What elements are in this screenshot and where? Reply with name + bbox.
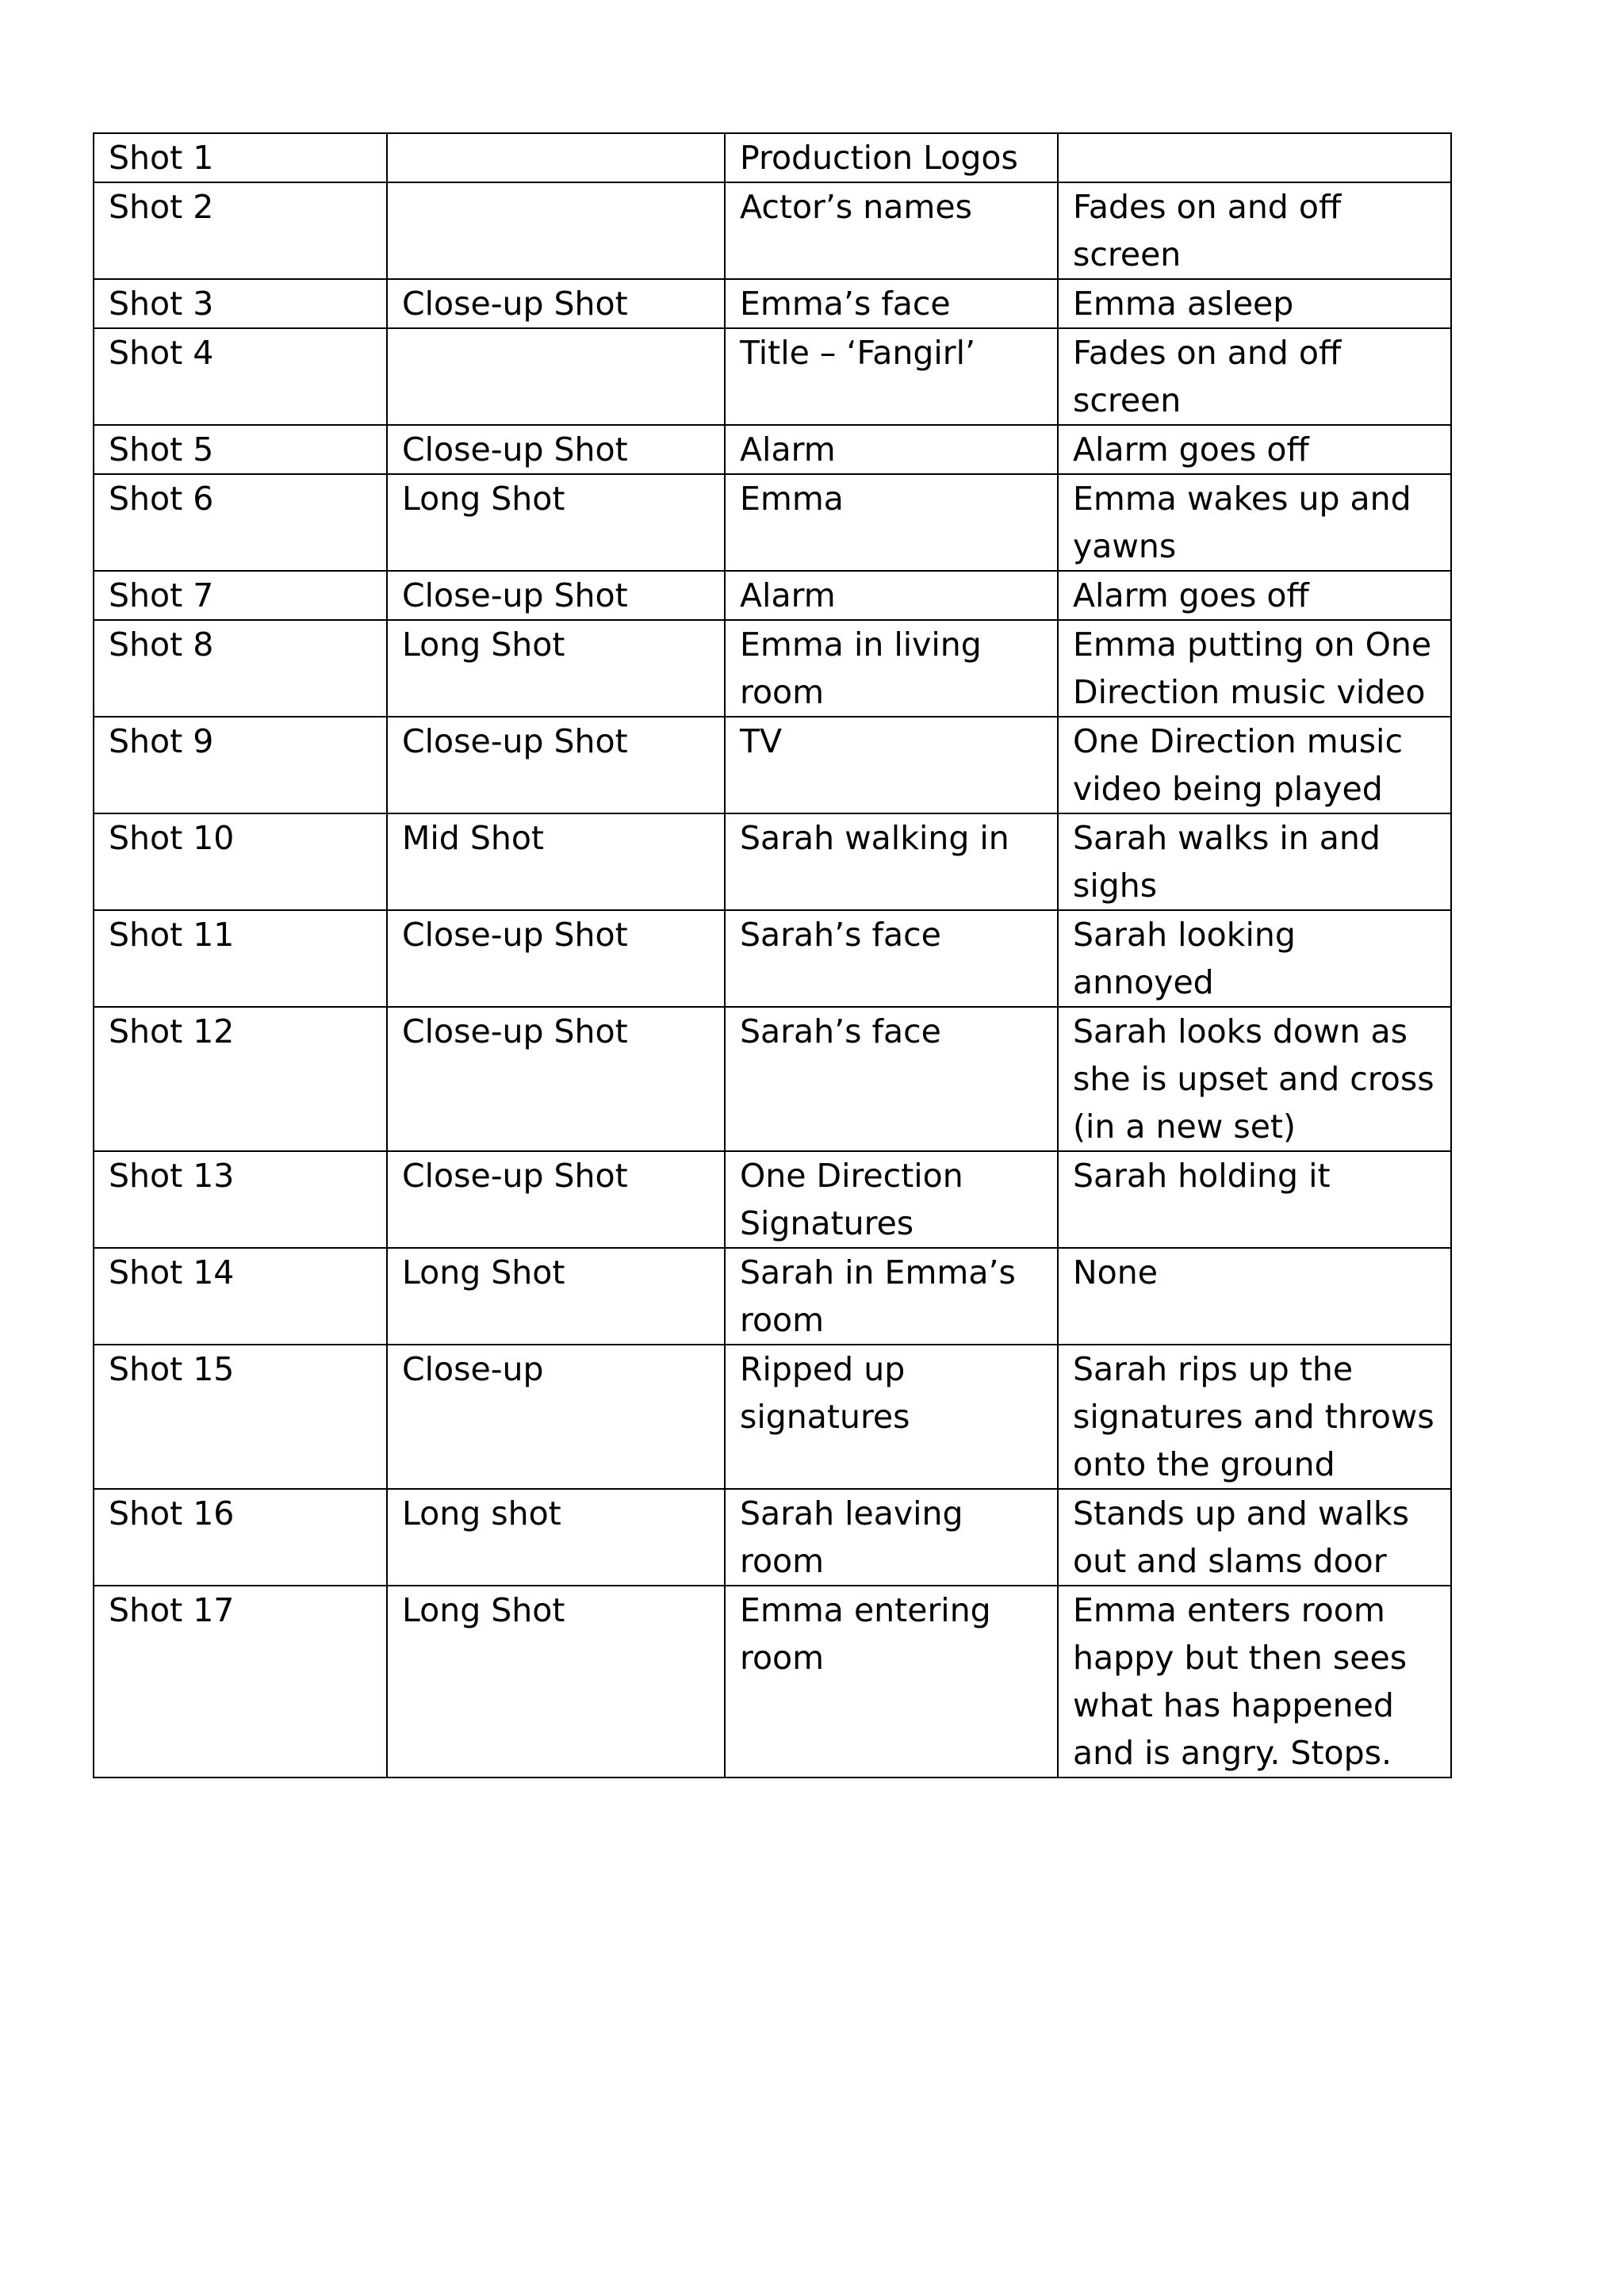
table-row: [94, 910, 1451, 1007]
shot-type-cell: [387, 133, 725, 182]
shot-number-cell: Shot 1: [94, 133, 387, 182]
shot-type-cell: Mid Shot: [387, 813, 725, 910]
table-row: [94, 182, 1451, 279]
shot-number-cell: Shot 4: [94, 328, 387, 425]
table-row: [94, 717, 1451, 813]
shot-type-cell: Long Shot: [387, 620, 725, 717]
shot-number-cell: Shot 9: [94, 717, 387, 813]
table-row: [94, 1586, 1451, 1777]
shot-action-cell: Stands up and walks out and slams door: [1058, 1489, 1451, 1586]
shot-type-cell: [387, 328, 725, 425]
shot-type-cell: Close-up Shot: [387, 425, 725, 474]
shot-action-cell: Emma wakes up and yawns: [1058, 474, 1451, 571]
shot-list-table: [93, 132, 1452, 1778]
shot-number-cell: Shot 10: [94, 813, 387, 910]
shot-list-body: [94, 133, 1451, 1777]
table-row: [94, 1007, 1451, 1151]
shot-type-cell: Long shot: [387, 1489, 725, 1586]
table-row: [94, 1345, 1451, 1489]
shot-subject-cell: Sarah walking in: [725, 813, 1058, 910]
shot-number-cell: Shot 15: [94, 1345, 387, 1489]
shot-action-cell: Sarah looks down as she is upset and cross (in a new set): [1058, 1007, 1451, 1151]
shot-type-cell: Long Shot: [387, 1586, 725, 1777]
table-row: [94, 620, 1451, 717]
table-row: [94, 1489, 1451, 1586]
shot-action-cell: Fades on and off screen: [1058, 182, 1451, 279]
table-row: [94, 279, 1451, 328]
shot-subject-cell: Emma entering room: [725, 1586, 1058, 1777]
shot-subject-cell: Emma’s face: [725, 279, 1058, 328]
shot-subject-cell: Title – ‘Fangirl’: [725, 328, 1058, 425]
shot-action-cell: Sarah rips up the signatures and throws onto the ground: [1058, 1345, 1451, 1489]
table-row: [94, 474, 1451, 571]
table-row: [94, 133, 1451, 182]
shot-subject-cell: Alarm: [725, 425, 1058, 474]
shot-action-cell: Sarah looking annoyed: [1058, 910, 1451, 1007]
shot-number-cell: Shot 3: [94, 279, 387, 328]
shot-type-cell: [387, 182, 725, 279]
shot-subject-cell: Sarah’s face: [725, 1007, 1058, 1151]
table-row: [94, 571, 1451, 620]
shot-type-cell: Close-up Shot: [387, 571, 725, 620]
shot-action-cell: Sarah walks in and sighs: [1058, 813, 1451, 910]
shot-type-cell: Long Shot: [387, 1248, 725, 1345]
shot-action-cell: [1058, 133, 1451, 182]
table-row: [94, 813, 1451, 910]
shot-subject-cell: Emma in living room: [725, 620, 1058, 717]
shot-subject-cell: Production Logos: [725, 133, 1058, 182]
shot-type-cell: Close-up Shot: [387, 910, 725, 1007]
shot-action-cell: Alarm goes off: [1058, 425, 1451, 474]
shot-number-cell: Shot 2: [94, 182, 387, 279]
shot-number-cell: Shot 12: [94, 1007, 387, 1151]
shot-number-cell: Shot 7: [94, 571, 387, 620]
shot-type-cell: Close-up Shot: [387, 1151, 725, 1248]
shot-type-cell: Close-up Shot: [387, 279, 725, 328]
table-row: [94, 1151, 1451, 1248]
shot-subject-cell: Alarm: [725, 571, 1058, 620]
shot-number-cell: Shot 14: [94, 1248, 387, 1345]
shot-type-cell: Long Shot: [387, 474, 725, 571]
shot-subject-cell: Sarah leaving room: [725, 1489, 1058, 1586]
shot-number-cell: Shot 17: [94, 1586, 387, 1777]
shot-type-cell: Close-up: [387, 1345, 725, 1489]
shot-action-cell: Emma enters room happy but then sees what has happened and is angry. Stops.: [1058, 1586, 1451, 1777]
shot-number-cell: Shot 5: [94, 425, 387, 474]
shot-action-cell: Emma asleep: [1058, 279, 1451, 328]
shot-subject-cell: Actor’s names: [725, 182, 1058, 279]
shot-number-cell: Shot 6: [94, 474, 387, 571]
shot-subject-cell: One Direction Signatures: [725, 1151, 1058, 1248]
shot-number-cell: Shot 8: [94, 620, 387, 717]
table-row: [94, 425, 1451, 474]
shot-type-cell: Close-up Shot: [387, 717, 725, 813]
table-row: [94, 1248, 1451, 1345]
shot-subject-cell: TV: [725, 717, 1058, 813]
shot-action-cell: None: [1058, 1248, 1451, 1345]
shot-number-cell: Shot 13: [94, 1151, 387, 1248]
shot-number-cell: Shot 16: [94, 1489, 387, 1586]
shot-subject-cell: Ripped up signatures: [725, 1345, 1058, 1489]
shot-subject-cell: Emma: [725, 474, 1058, 571]
shot-number-cell: Shot 11: [94, 910, 387, 1007]
shot-action-cell: Alarm goes off: [1058, 571, 1451, 620]
shot-action-cell: One Direction music video being played: [1058, 717, 1451, 813]
shot-action-cell: Emma putting on One Direction music video: [1058, 620, 1451, 717]
shot-type-cell: Close-up Shot: [387, 1007, 725, 1151]
shot-subject-cell: Sarah in Emma’s room: [725, 1248, 1058, 1345]
table-row: [94, 328, 1451, 425]
shot-action-cell: Fades on and off screen: [1058, 328, 1451, 425]
shot-subject-cell: Sarah’s face: [725, 910, 1058, 1007]
shot-action-cell: Sarah holding it: [1058, 1151, 1451, 1248]
